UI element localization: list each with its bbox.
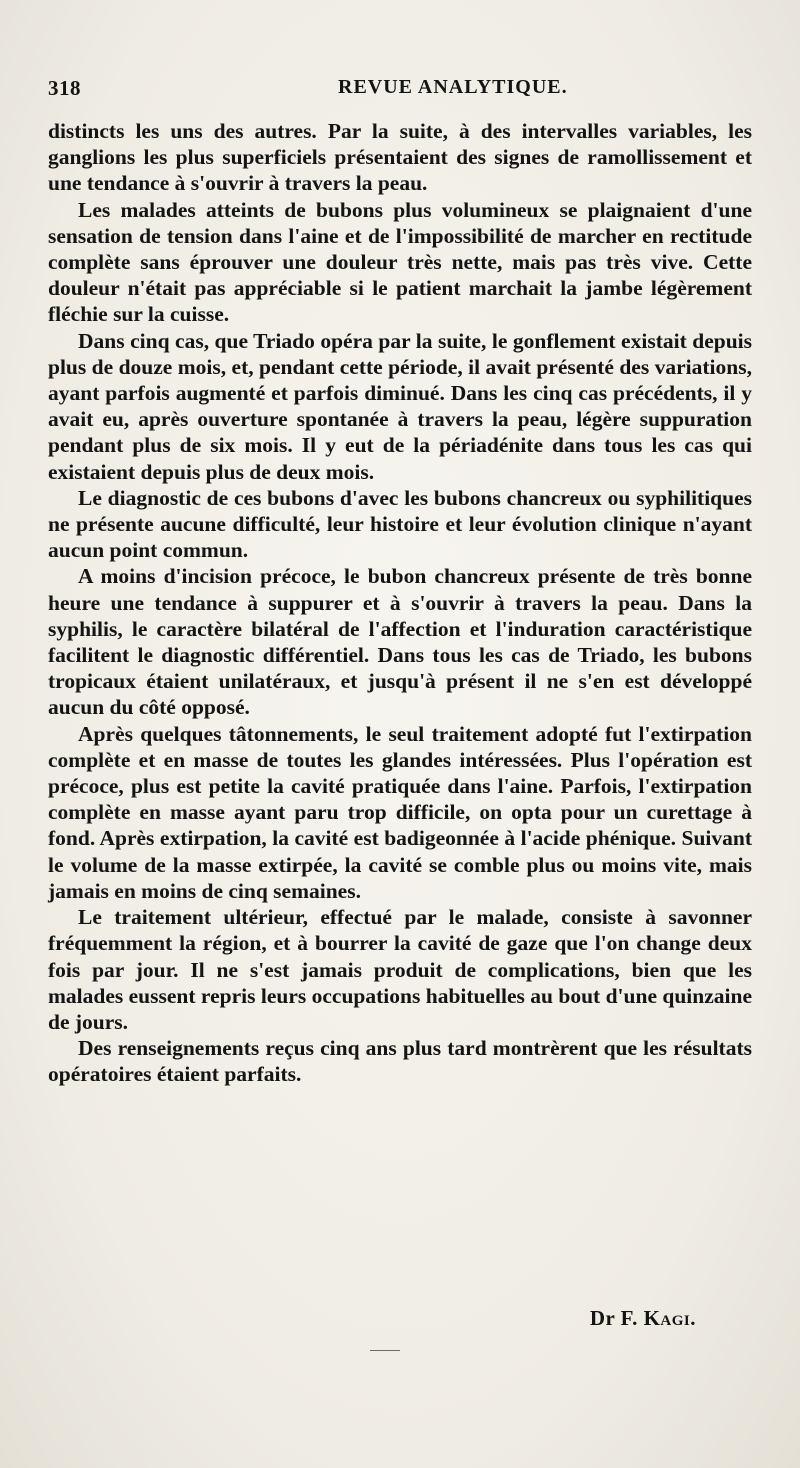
article-body	[48, 118, 752, 1088]
paragraph-4: Le diagnostic de ces bubons d'avec les bubons chancreux ou syphilitiques ne présente aucune difficulté, leur histoire et leur évolution clinique n'ayant aucun point commun.	[48, 485, 752, 563]
paragraph-6: Après quelques tâtonnements, le seul traitement adopté fut l'extirpation complète et en masse de toutes les glandes intéressées. Plus l'opération est précoce, plus est petite la cavité pratiquée dans l'aine. Parfois, l'extirpation complète en masse ayant paru trop difficile, on opta pour un curettage à fond. Après extirpation, la cavité est badigeonnée à l'acide phénique. Suivant le volume de la masse extirpée, la cavité se comble plus ou moins vite, mais jamais en moins de cinq semaines.	[48, 721, 752, 903]
paragraph-8: Des renseignements reçus cinq ans plus tard montrèrent que les résultats opératoires étaient parfaits.	[48, 1036, 752, 1087]
signature-title: Dr	[589, 1306, 615, 1330]
paragraph-3: Dans cinq cas, que Triado opéra par la suite, le gonflement existait depuis plus de douze mois, et, pendant cette période, il avait présenté des variations, ayant parfois augmenté et parfois diminué. Dans les cinq cas précédents, il y avait eu, après ouverture spontanée à travers la peau, légère suppuration pendant plus de six mois. Il y eut de la périadénite dans tous les cas qui existaient depuis plus de deux mois.	[48, 328, 752, 484]
end-rule	[370, 1350, 400, 1351]
page-header	[48, 76, 752, 106]
signature-initial: F.	[620, 1306, 638, 1330]
author-signature	[590, 1306, 696, 1331]
signature-surname: Kagi.	[643, 1306, 696, 1330]
paragraph-2: Les malades atteints de bubons plus volumineux se plaignaient d'une sensation de tension dans l'aine et de l'impossibilité de marcher en rectitude complète sans éprouver une douleur très nette, mais pas très vive. Cette douleur n'était pas appréciable si le patient marchait la jambe légèrement fléchie sur la cuisse.	[48, 197, 752, 327]
paragraph-5: A moins d'incision précoce, le bubon chancreux présente de très bonne heure une tendance à suppurer et à s'ouvrir à travers la peau. Dans la syphilis, le caractère bilatéral de l'affection et l'induration caractéristique facilitent le diagnostic différentiel. Dans tous les cas de Triado, les bubons tropicaux étaient unilatéraux, et jusqu'à présent il ne s'en est développé aucun du côté opposé.	[48, 564, 752, 720]
running-title: REVUE ANALYTIQUE.	[338, 76, 568, 98]
paragraph-7: Le traitement ultérieur, effectué par le malade, consiste à savonner fréquemment la région, et à bourrer la cavité de gaze que l'on change deux fois par jour. Il ne s'est jamais produit de complications, bien que les malades eussent repris leurs occupations habituelles au bout d'une quinzaine de jours.	[48, 905, 752, 1034]
paragraph-1: distincts les uns des autres. Par la suite, à des intervalles variables, les ganglions les plus superficiels présentaient des signes de ramollissement et une tendance à s'ouvrir à travers la peau.	[48, 119, 752, 196]
page-number: 318	[48, 76, 81, 100]
